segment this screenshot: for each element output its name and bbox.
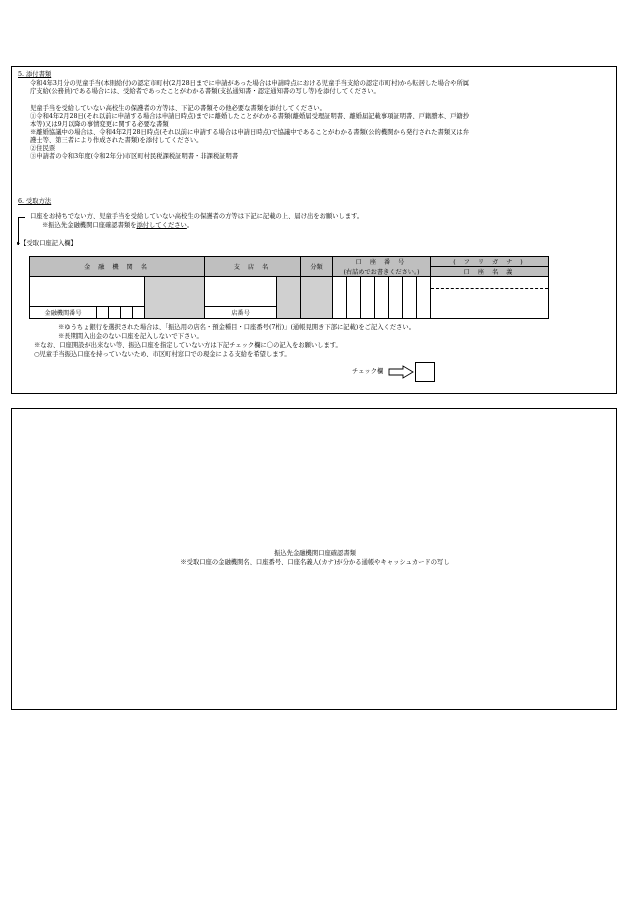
note-1: ※ゆうちょ銀行を選択された場合は、「振込用の店名・預金種目・口座番号(7桁)」(通帳見開き下部に記載)をご記入ください。 <box>58 324 416 331</box>
account-digit-4[interactable] <box>375 277 389 319</box>
section5-line-5: ①令和4年2月28日(それ以前に申請する場合は申請日時点)までに離婚したことがわかる書類(離婚届受理証明書、離婚届記載事項証明書、戸籍謄本、戸籍抄 <box>30 113 469 120</box>
header-account-holder: 口 座 名 義 <box>431 267 549 277</box>
account-digit-3[interactable] <box>361 277 375 319</box>
section6-line-2: ※振込先金融機関口座確認書類を添付してください。 <box>42 222 194 229</box>
header-account-note: (右詰めでお書きください。) <box>333 267 431 277</box>
header-bank-name: 金 融 機 関 名 <box>30 257 205 277</box>
note-4: ○児童手当振込口座を持っていないため、市区町村窓口での現金による支給を希望します。 <box>34 351 291 358</box>
account-holder-field[interactable] <box>431 277 549 319</box>
arrow-right-icon <box>388 365 414 379</box>
attachment-title: 振込先金融機関口座確認書類 <box>274 550 356 557</box>
form-label: ▸【受取口座記入欄】 <box>17 240 77 247</box>
bank-code-digit-1[interactable] <box>97 307 109 319</box>
account-digit-5[interactable] <box>389 277 403 319</box>
section5-heading: 5. 添付書類 <box>18 71 52 78</box>
account-digit-7[interactable] <box>417 277 431 319</box>
bank-code-digit-2[interactable] <box>109 307 121 319</box>
note-2: ※長期間入出金のない口座を記入しないで下さい。 <box>58 333 203 340</box>
section5-line-6: 本等)又は9月以降の事情変更に関する必要な書類 <box>30 121 169 128</box>
account-digit-1[interactable] <box>333 277 347 319</box>
section5-line-7: ※離婚協議中の場合は、令和4年2月28日時点(それ以前に申請する場合は申請日時点)で協議中であることがわかる書類(公的機関から発行された書類又は弁 <box>30 129 469 136</box>
section5-line-8: 護士等、第三者により作成された書類)を添付してください。 <box>30 137 203 144</box>
bank-name-field[interactable] <box>30 277 145 307</box>
branch-type-area <box>277 277 301 319</box>
section5-line-4: 児童手当を受給していない高校生の保護者の方等は、下記の書類その他必要な書類を添付してください。 <box>30 105 326 112</box>
header-category: 分類 <box>301 257 333 277</box>
bank-code-digit-4[interactable] <box>133 307 145 319</box>
section5-line-2: 庁支給(公務員)である場合には、受給者であったことがわかる書類(支払通知書・認定通知書の写し等)を添付してください。 <box>30 88 380 95</box>
bank-code-digit-3[interactable] <box>121 307 133 319</box>
header-account-number: 口 座 番 号 <box>333 257 431 267</box>
check-label: チェック欄 <box>352 368 384 375</box>
branch-code-label: 店番号 <box>205 307 277 319</box>
header-branch-name: 支 店 名 <box>205 257 301 277</box>
bank-code-label: 金融機関番号 <box>30 307 97 319</box>
account-table <box>29 256 549 319</box>
note-3: ※なお、口座開設が出来ない等、振込口座を指定していない方は下記チェック欄に〇の記入をお願いします。 <box>34 342 342 349</box>
branch-name-field[interactable] <box>205 277 277 307</box>
bank-type-area <box>145 277 205 319</box>
check-box[interactable] <box>415 362 435 382</box>
account-digit-2[interactable] <box>347 277 361 319</box>
attachment-note: ※受取口座の金融機関名、口座番号、口座名義人(カナ)が分かる通帳やキャッシュカードの写し <box>180 559 450 566</box>
section5-line-1: 令和4年3月分の児童手当(本則給付)の認定市町村(2月28日までに申請があった場合は申請時点における児童手当支給の認定市町村)から転居した場合や所属 <box>30 80 470 87</box>
section5-line-9: ②住民票 <box>30 145 56 152</box>
account-digit-6[interactable] <box>403 277 417 319</box>
section6-line-1: 口座をお持ちでない方、児童手当を受給していない高校生の保護者の方等は下記に記載の上、届け出をお願いします。 <box>30 213 364 220</box>
section6-heading: 6. 受取方法 <box>18 198 52 205</box>
category-field[interactable] <box>301 277 333 319</box>
furigana-divider <box>431 288 548 289</box>
section5-line-10: ③申請者の令和3年度(令和2年分)市区町村民税課税証明書・非課税証明書 <box>30 153 239 160</box>
header-furigana: ( フ リ ガ ナ ) <box>431 257 549 267</box>
